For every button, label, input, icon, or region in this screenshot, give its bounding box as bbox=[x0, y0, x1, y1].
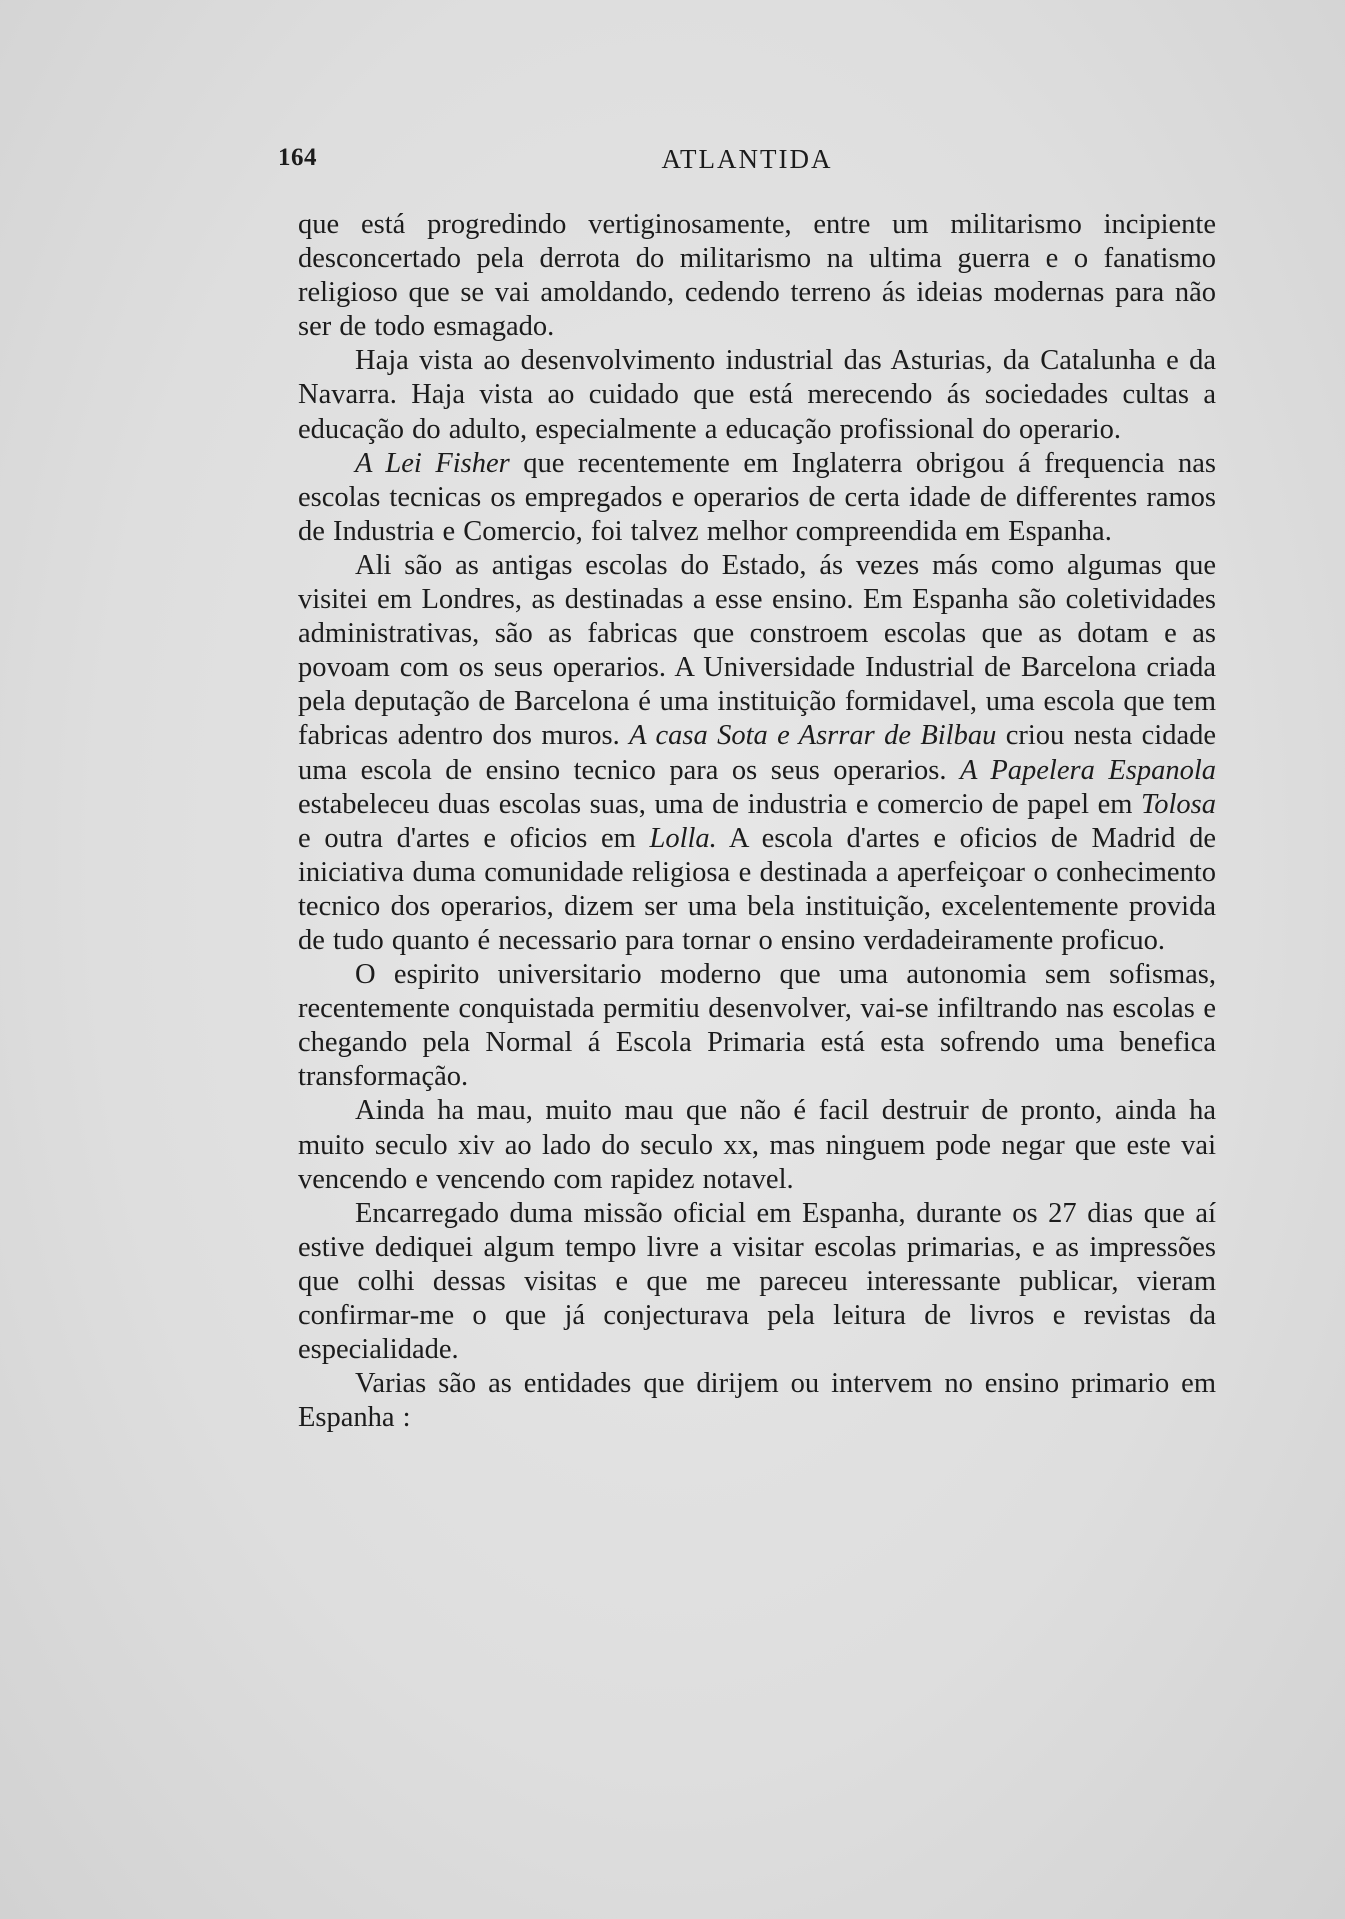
paragraph bbox=[298, 344, 1216, 446]
paragraph bbox=[298, 1367, 1216, 1435]
page-number: 164 bbox=[278, 144, 317, 171]
body-text bbox=[298, 208, 1216, 1435]
italic-text: Tolosa bbox=[1141, 788, 1216, 820]
text-run: Ali são as antigas escolas do Estado, ás vezes más como algumas que visitei em Londres, as destinadas a esse ensino. Em Espanha são coletividades administrativas, são as fabricas que constroem escolas que as dotam e as povoam com os seus operarios. A Universidade Industrial de Barcelona criada pela deputação de Barcelona é uma instituição formidavel, uma escola que tem fabricas adentro dos muros. bbox=[298, 549, 1216, 752]
text-run: O espirito universitario moderno que uma autonomia sem sofismas, recentemente conquistada permitiu desenvolver, vai-se infiltrando nas escolas e chegando pela Normal á Escola Primaria está esta sofrendo uma benefica transformação. bbox=[298, 959, 1216, 1093]
page-header bbox=[278, 140, 1216, 180]
text-run: que recentemente em Inglaterra obrigou á frequencia nas escolas tecnicas os empregados e operarios de certa idade de differentes ramos de Industria e Comercio, foi talvez melhor compreendida em Espanha. bbox=[298, 447, 1216, 547]
italic-text: A casa Sota e Asrrar de Bilbau bbox=[629, 720, 997, 752]
text-run: criou nesta cidade uma escola de ensino tecnico para os seus operarios. bbox=[298, 720, 1217, 786]
text-run: estabeleceu duas escolas suas, uma de industria e comercio de papel em bbox=[298, 788, 1141, 820]
italic-text: A Papelera Espanola bbox=[959, 754, 1217, 786]
paragraph bbox=[298, 1094, 1216, 1196]
paragraph bbox=[298, 208, 1216, 344]
text-run: Varias são as entidades que dirijem ou intervem no ensino primario em Espanha : bbox=[298, 1368, 1216, 1434]
text-run: A escola d'artes e oficios de Madrid de iniciativa duma comunidade religiosa e destinada a aperfeiçoar o conhecimento tecnico dos operarios, dizem ser uma bela instituição, excelentemente provida de tudo quanto é necessario para tornar o ensino verdadeiramente proficuo. bbox=[298, 822, 1216, 956]
text-run: Ainda ha mau, muito mau que não é facil destruir de pronto, ainda ha muito seculo xiv ao lado do seculo xx, mas ninguem pode negar que este vai vencendo e vencendo com rapidez notavel. bbox=[298, 1095, 1216, 1195]
italic-text: A Lei Fisher bbox=[355, 447, 510, 479]
paragraph bbox=[298, 1197, 1216, 1367]
text-run: Haja vista ao desenvolvimento industrial das Asturias, da Catalunha e da Navarra. Haja vista ao cuidado que está merecendo ás sociedades cultas a educação do adulto, especialmente a educação profissional do operario. bbox=[298, 345, 1216, 445]
text-run: que está progredindo vertiginosamente, entre um militarismo incipiente desconcertado pela derrota do militarismo na ultima guerra e o fanatismo religioso que se vai amoldando, cedendo terreno ás ideias modernas para não ser de todo esmagado. bbox=[298, 209, 1216, 343]
running-title: ATLANTIDA bbox=[661, 144, 833, 174]
paragraph bbox=[298, 549, 1216, 958]
text-run: e outra d'artes e oficios em bbox=[298, 822, 650, 854]
paragraph bbox=[298, 958, 1216, 1094]
paragraph bbox=[298, 447, 1216, 549]
text-run: Encarregado duma missão oficial em Espanha, durante os 27 dias que aí estive dediquei algum tempo livre a visitar escolas primarias, e as impressões que colhi dessas visitas e que me pareceu interessante publicar, vieram confirmar-me o que já conjecturava pela leitura de livros e revistas da especialidade. bbox=[298, 1197, 1216, 1366]
italic-text: Lolla. bbox=[649, 822, 717, 854]
